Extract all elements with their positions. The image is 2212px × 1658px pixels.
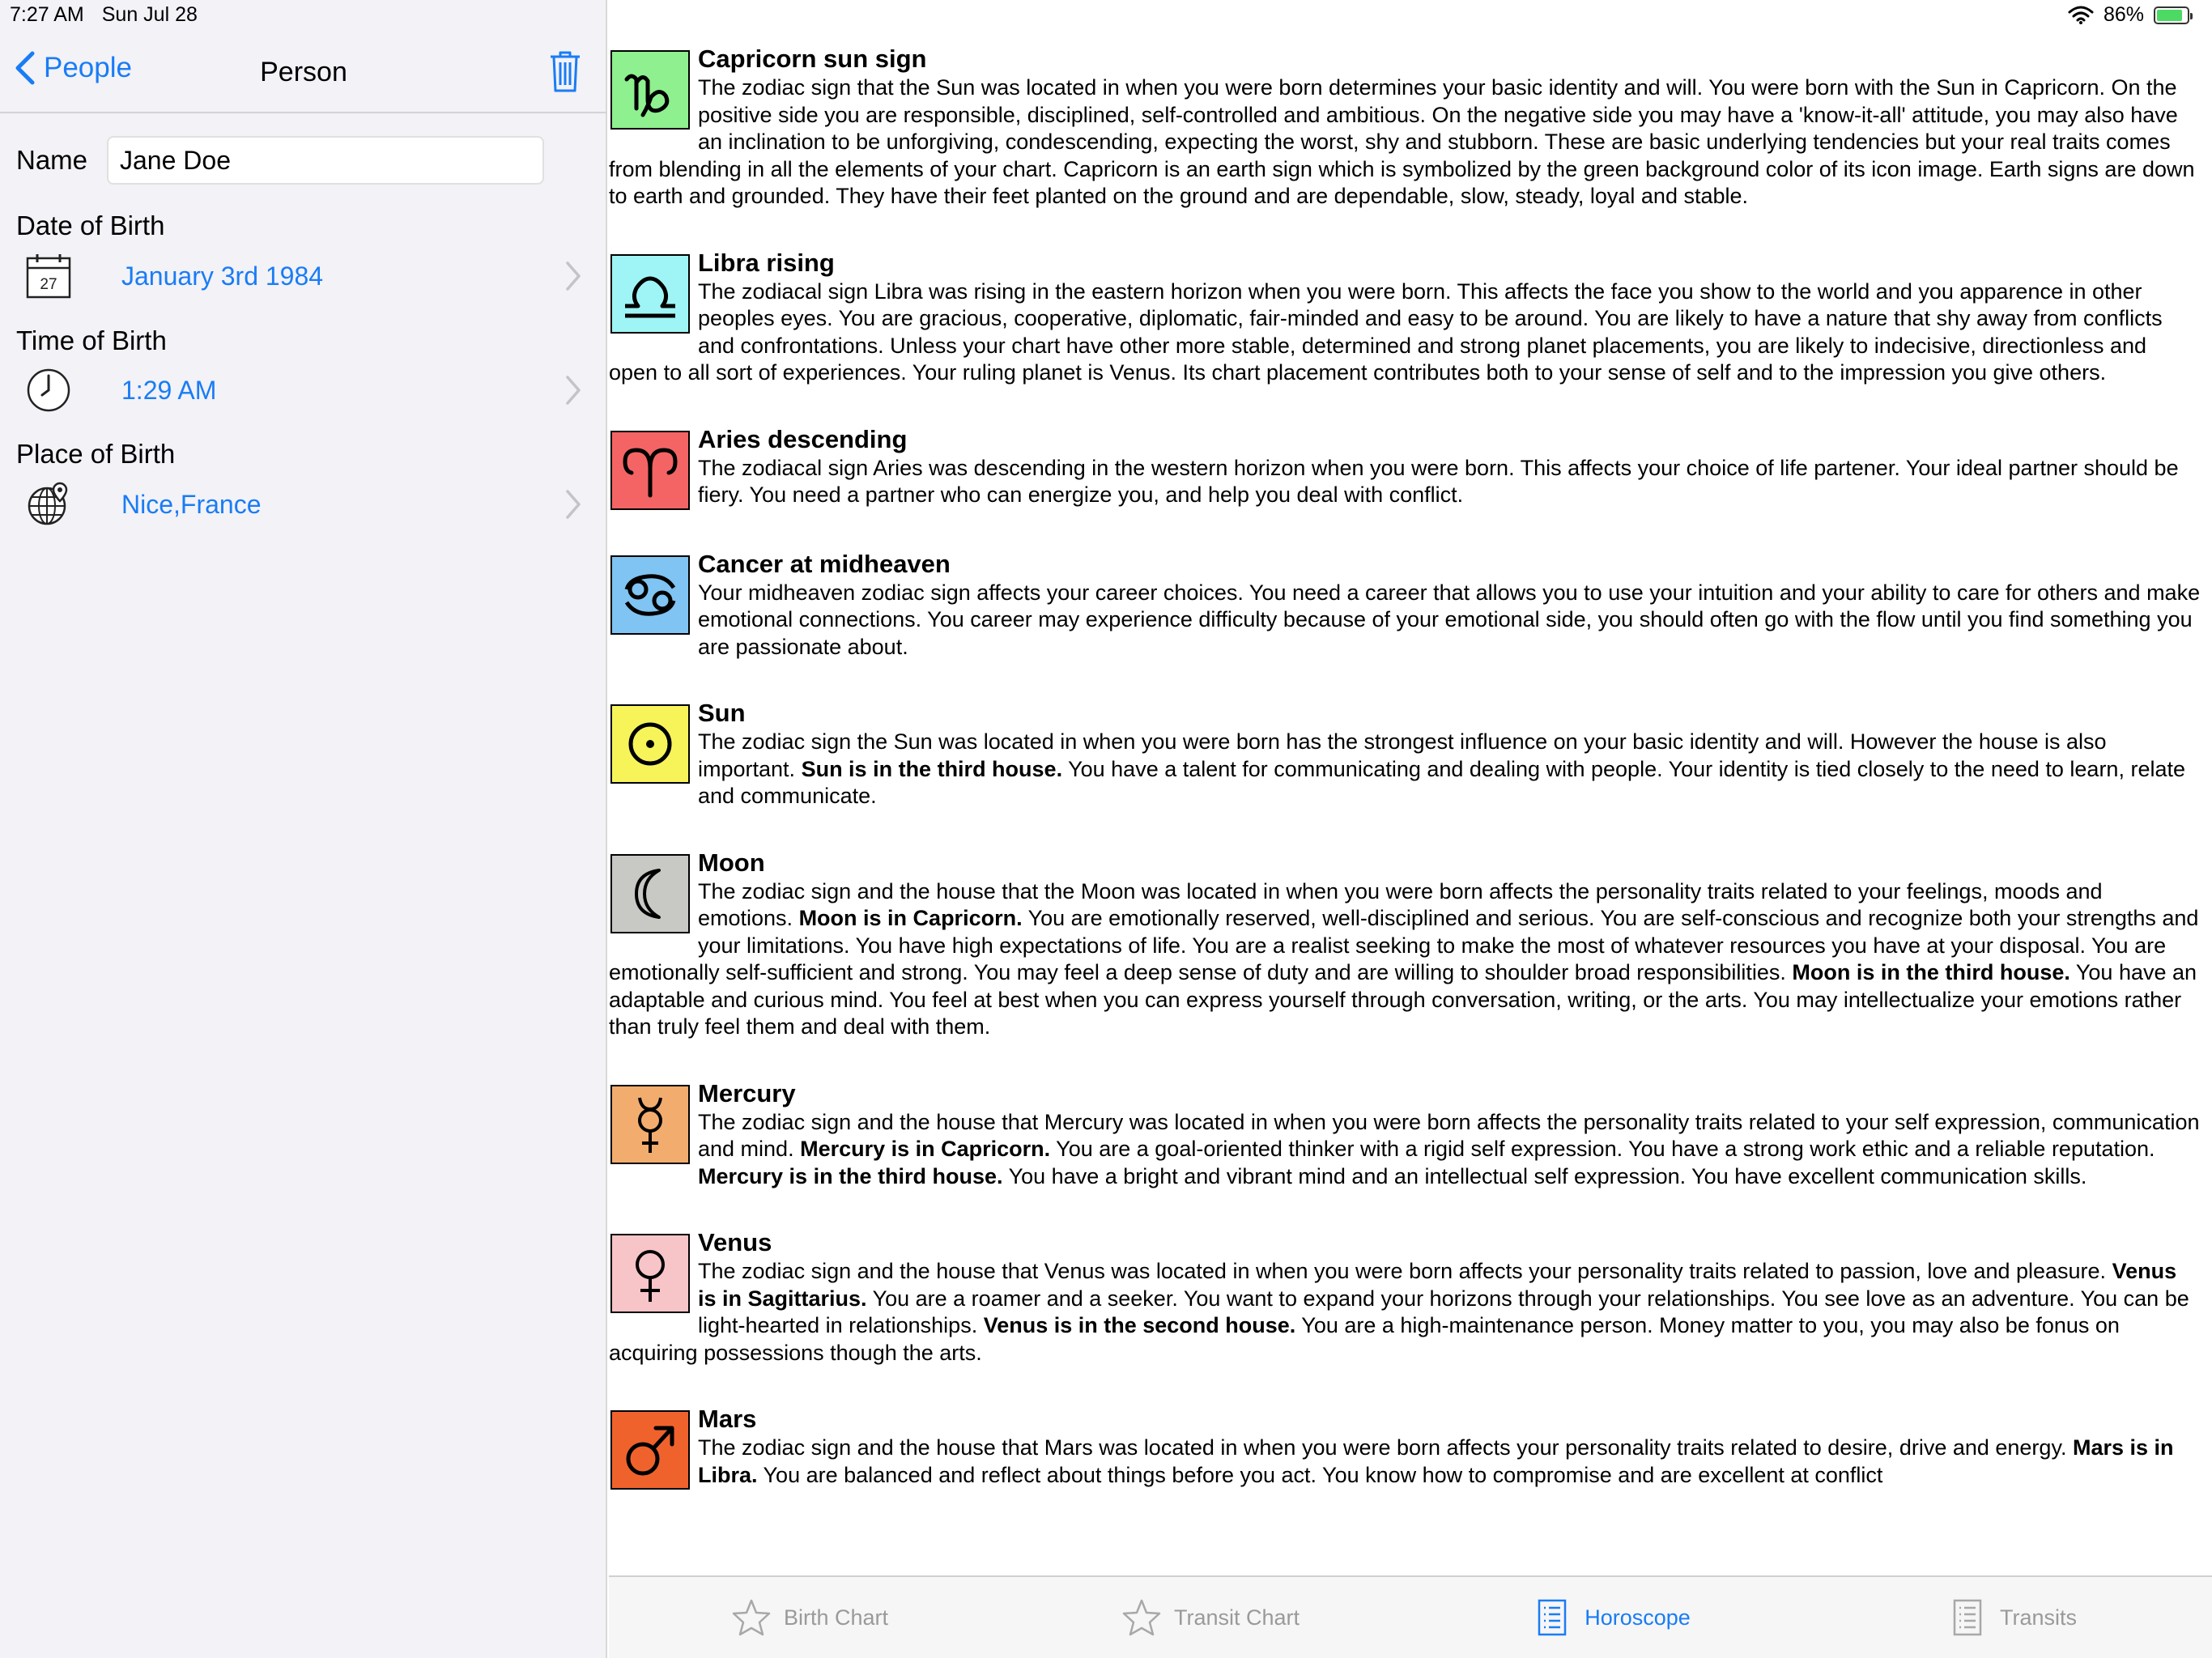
entry-text-part: Your midheaven zodiac sign affects your career choices. You need a career that allows you to use your intuition and your ability to care for others and make emotional connections. You career may experience difficulty because of your emotional side, you should often go with the flow until you find something you are passionate about.: [698, 580, 2201, 659]
status-bar-left: [10, 3, 215, 27]
entry-text-part: The zodiac sign and the house that Venus was located in when you were born affects your personality traits related to passion, love and pleasure.: [698, 1259, 2112, 1283]
wifi-icon: [2068, 6, 2094, 25]
dob-label: Date of Birth: [16, 210, 165, 240]
tab-bar: [609, 1575, 2212, 1658]
status-time: 7:27 AM: [10, 3, 84, 26]
horoscope-entry: [609, 244, 2212, 387]
entry-title: Libra rising: [698, 248, 835, 277]
entry-text-part: You have a bright and vibrant mind and an intellectual self expression. You have excellent communication skills.: [1002, 1163, 2087, 1188]
entry-text-part: You have an adaptable and curious mind. You feel at best when you can express yourself through conversation, writing, or the arts. You may intellectualize your emotions rather than truly feel them and deal with them.: [609, 960, 2197, 1039]
entry-text-part: You are a roamer and a seeker. You want to expand your horizons through your relationships. You see love as an adventure. You can be light-hearted in relationships.: [698, 1286, 2189, 1337]
name-input[interactable]: [107, 136, 544, 185]
entry-text-part: You have a talent for communicating and dealing with people. Your identity is tied closely to the need to learn, relate and communicate.: [698, 756, 2185, 808]
tob-label: Time of Birth: [16, 325, 167, 355]
entry-text-part: You are a goal-oriented thinker with a rigid self expression. You have a strong work ethic and a reliable reputation.: [1050, 1137, 2155, 1161]
entry-text: [609, 74, 2212, 210]
entry-title: Venus: [698, 1228, 772, 1256]
entry-text-part: You are emotionally reserved, well-disciplined and serious. You are self-conscious and recognize both your strengths and your limitations. You have high expectations of life. You are a realist seeking to make the most of whatever resources you have at your disposal. You are emotionally self-sufficient and strong. You may feel a deep sense of duty and are willing to shoulder broad responsibilities.: [609, 906, 2199, 984]
horoscope-entry: [609, 40, 2212, 210]
entry-title: Aries descending: [698, 424, 908, 453]
entry-text: [609, 278, 2212, 387]
entry-highlight: Venus is in the second house.: [983, 1313, 1296, 1337]
clock-icon: [24, 366, 73, 414]
tab-label: Horoscope: [1585, 1605, 1691, 1630]
entry-title: Sun: [698, 699, 746, 727]
horoscope-entry: [609, 421, 2212, 512]
entry-highlight: Mercury is in the third house.: [698, 1163, 1003, 1188]
entry-text-part: The zodiacal sign Aries was descending in the western horizon when you were born. This affects your choice of life partener. Your ideal partner should be fiery. You need a partner who can energize you, and help you deal with conflict.: [698, 455, 2179, 507]
chevron-right-icon: [564, 260, 583, 292]
list-icon: [1531, 1598, 1573, 1637]
tab-horoscope[interactable]: [1410, 1577, 1811, 1658]
back-button-label: People: [44, 52, 132, 83]
entry-text-part: The zodiac sign and the house that Mercury was located in when you were born affects the personality traits related to your self expression, communication and mind.: [698, 1109, 2200, 1161]
sun-icon: [610, 704, 690, 784]
tob-value: 1:29 AM: [121, 375, 217, 405]
tab-transit-chart[interactable]: [1010, 1577, 1410, 1658]
horoscope-entry: [609, 844, 2212, 1041]
tab-transits[interactable]: [1811, 1577, 2212, 1658]
entry-highlight: Mars is in Libra.: [698, 1435, 2174, 1487]
entry-text-part: The zodiac sign the Sun was located in when you were born has the strongest influence on your basic identity and will. However the house is also important.: [698, 729, 2107, 781]
entry-title: Mercury: [698, 1078, 796, 1107]
horoscope-entry: [609, 695, 2212, 810]
entry-text: [609, 878, 2212, 1041]
battery-icon: [2154, 6, 2189, 24]
tab-birth-chart[interactable]: [609, 1577, 1010, 1658]
entry-text: [609, 729, 2212, 810]
status-bar-right: [2068, 3, 2189, 27]
entry-text: [609, 580, 2212, 661]
mercury-icon: [610, 1085, 690, 1164]
navigation-bar: [0, 40, 607, 113]
dob-value: January 3rd 1984: [121, 261, 324, 291]
pob-row[interactable]: [24, 476, 583, 533]
horoscope-list: [609, 40, 2212, 1575]
entry-text-part: The zodiac sign and the house that the Moon was located in when you were born affects the personality traits related to your feelings, moods and emotions.: [698, 878, 2103, 930]
status-date: Sun Jul 28: [101, 3, 198, 26]
entry-highlight: Moon is in the third house.: [1792, 960, 2070, 984]
moon-icon: [610, 854, 690, 933]
battery-percent: 86%: [2103, 3, 2144, 26]
calendar-day: 27: [40, 276, 57, 293]
entry-title: Cancer at midheaven: [698, 549, 951, 578]
horoscope-entry: [609, 1401, 2212, 1491]
entry-title: Moon: [698, 848, 765, 877]
entry-text-part: The zodiac sign and the house that Mars was located in when you were born affects your personality traits related to desire, drive and energy.: [698, 1435, 2073, 1460]
globe-pin-icon: [24, 480, 73, 529]
page-title: Person: [260, 57, 347, 87]
libra-icon: [610, 254, 690, 334]
star-icon: [730, 1598, 772, 1637]
entry-title: Capricorn sun sign: [698, 45, 927, 73]
dob-row[interactable]: [24, 248, 583, 304]
venus-icon: [610, 1234, 690, 1313]
master-pane: [0, 0, 607, 1658]
entry-text-part: You are balanced and reflect about things before you act. You know how to compromise and are excellent at conflict: [757, 1462, 1883, 1487]
entry-highlight: Venus is in Sagittarius.: [698, 1259, 2177, 1311]
entry-text: [609, 1435, 2212, 1489]
star-icon: [1121, 1598, 1163, 1637]
entry-text: [609, 1258, 2212, 1367]
entry-text: [609, 455, 2212, 509]
chevron-right-icon: [564, 374, 583, 406]
tab-label: Transit Chart: [1173, 1605, 1300, 1630]
horoscope-entry: [609, 546, 2212, 661]
pob-label: Place of Birth: [16, 439, 176, 469]
cancer-icon: [610, 555, 690, 635]
tab-label: Birth Chart: [783, 1605, 889, 1630]
entry-text-part: The zodiac sign that the Sun was located in when you were born determines your basic identity and will. You were born with the Sun in Capricorn. On the positive side you are responsible, disciplined, self-controlled and ambitious. On the negative side you may have a 'know-it-all' attitude, you may also have an inclination to be unforgiving, condescending, expecting the worst, shy and stubborn. These are basic underlying tendencies but your real traits comes from blending in all the elements of your chart. Capricorn is an earth sign which is symbolized by the green background color of its icon image. Earth signs are down to earth and grounded. They have their feet planted on the ground and are dependable, slow, steady, loyal and stable.: [609, 75, 2195, 208]
pob-value: Nice,France: [121, 489, 262, 519]
name-label: Name: [16, 145, 88, 175]
entry-highlight: Sun is in the third house.: [801, 756, 1063, 781]
horoscope-entry: [609, 1224, 2212, 1367]
tab-label: Transits: [1999, 1605, 2077, 1630]
tob-row[interactable]: [24, 362, 583, 419]
name-row: [16, 136, 544, 185]
capricorn-icon: [610, 50, 690, 130]
trash-icon[interactable]: [547, 49, 583, 94]
entry-title: Mars: [698, 1405, 757, 1433]
entry-highlight: Moon is in Capricorn.: [798, 906, 1023, 930]
chevron-right-icon: [564, 488, 583, 521]
entry-text: [609, 1109, 2212, 1191]
aries-icon: [610, 431, 690, 510]
entry-highlight: Mercury is in Capricorn.: [800, 1137, 1051, 1161]
entry-text-part: You are a high-maintenance person. Money matter to you, you may also be fonus on acquiring possessions though the arts.: [609, 1313, 2120, 1365]
entry-text-part: The zodiacal sign Libra was rising in the eastern horizon when you were born. This affects the face you show to the world and you apparence in other peoples eyes. You are gracious, cooperative, diplomatic, fair-minded and easy to be around. You are likely to have a nature that shy away from conflicts and confrontations. Unless your chart have other more stable, determined and strong planet placements, you are likely to indecisive, directionless and open to all sort of experiences. Your ruling planet is Venus. Its chart placement contributes both to your sense of self and to the impression you give others.: [609, 278, 2163, 385]
list-icon: [1946, 1598, 1989, 1637]
calendar-icon: [24, 252, 73, 300]
horoscope-entry: [609, 1075, 2212, 1191]
mars-icon: [610, 1410, 690, 1490]
